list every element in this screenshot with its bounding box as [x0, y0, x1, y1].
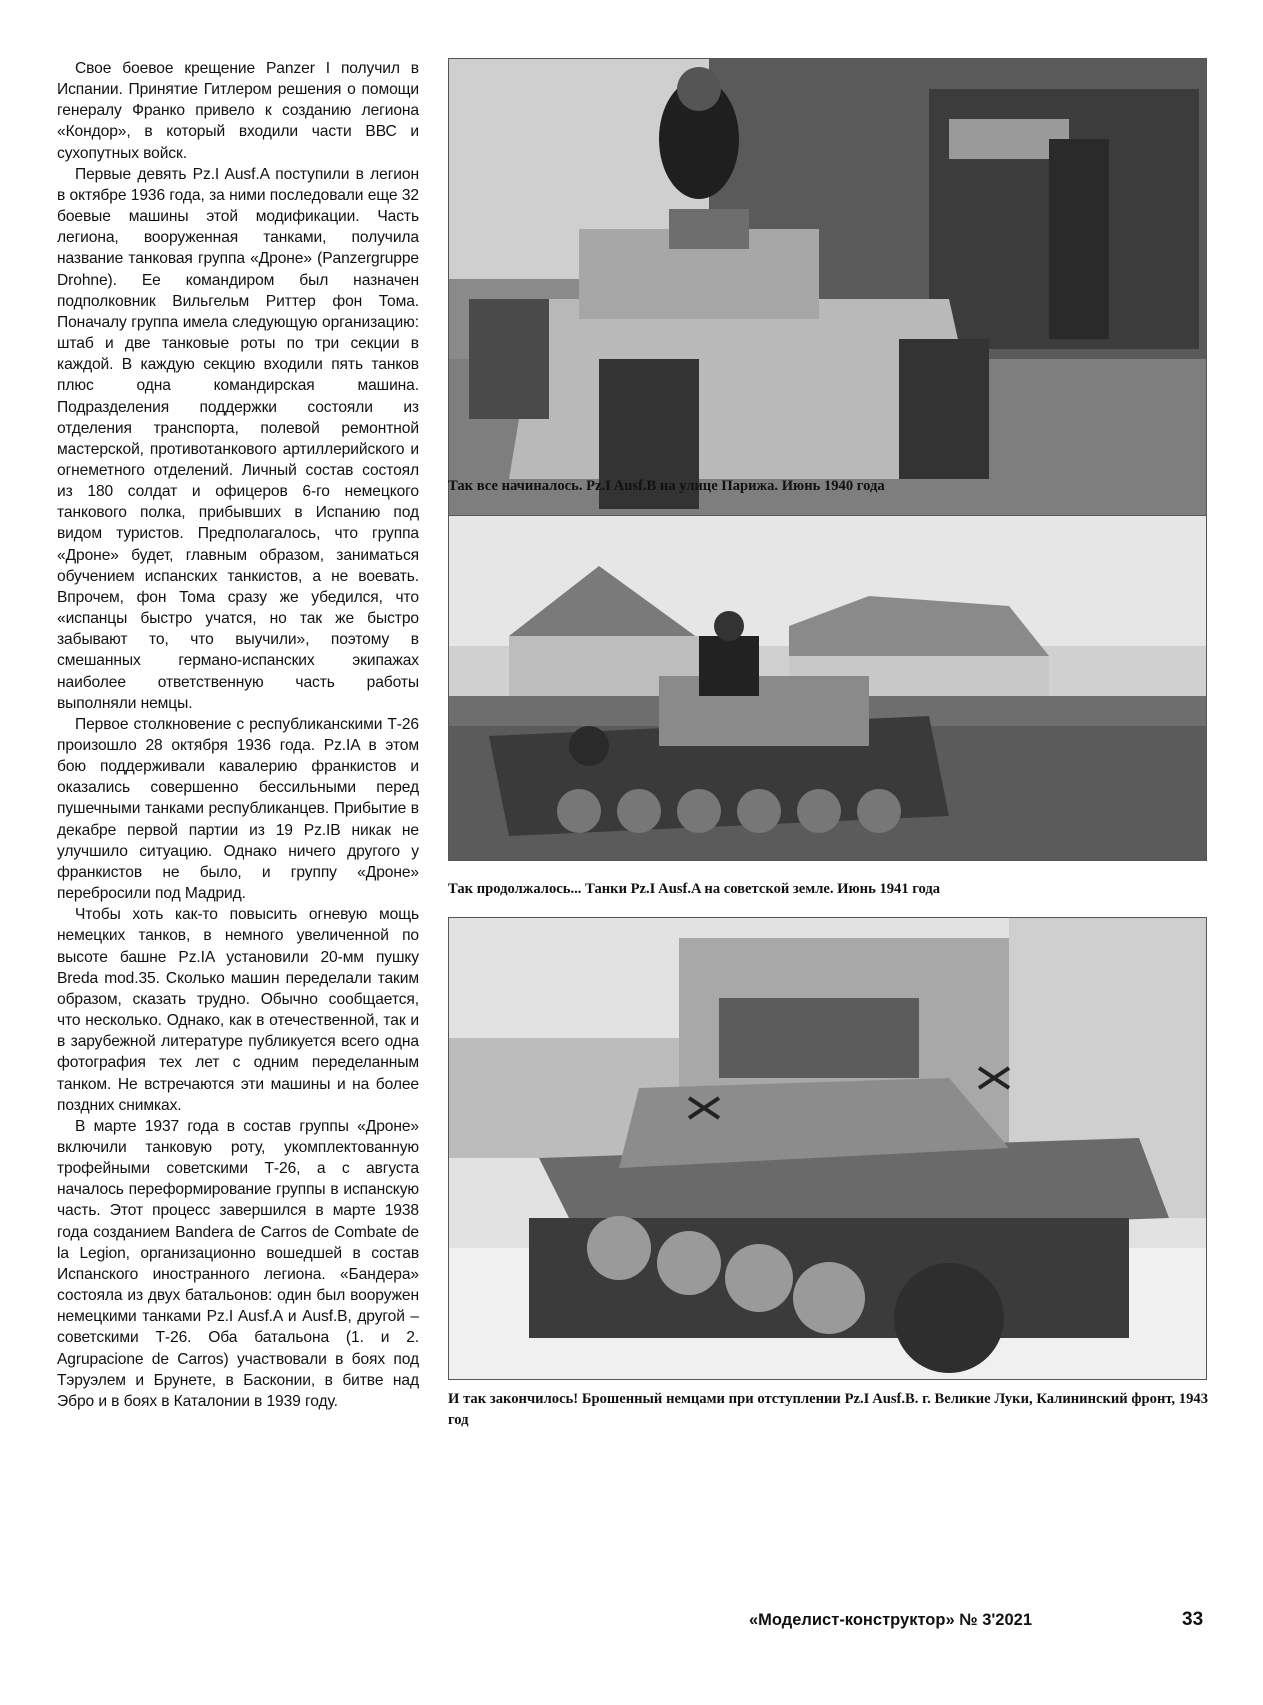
photo-tank-soviet-village	[448, 515, 1207, 861]
article-text-column	[57, 58, 419, 1412]
paragraph: В марте 1937 года в состав группы «Дроне» включили танковую роту, укомплектованную трофейными советскими Т-26, а с августа началось переформирование группы в испанскую часть. Этот процесс завершился в марте 1938 года созданием Bandera de Carros de Combate de la Legion, организационно вошедшей в состав Испанского иностранного легиона. «Бандера» состояла из двух батальонов: один был вооружен немецкими танками Pz.I Ausf.A и Ausf.B, другой – советскими Т-26. Оба батальона (1. и 2. Agrupacione de Carros) участвовали в боях под Тэруэлем и Брунете, в Басконии, в битве над Эбро и в боях в Каталонии в 1939 году.	[57, 1117, 419, 1410]
paragraph: Первые девять Pz.I Ausf.A поступили в легион в октябре 1936 года, за ними последовали еще 32 боевые машины этой модификации. Часть легиона, вооруженная танками, получила название танковая группа «Дроне» (Panzergruppe Drohne). Ее командиром был назначен подполковник Вильгельм Риттер фон Тома. Поначалу группа имела следующую организацию: штаб и две танковые роты по три секции в каждой. В каждую секцию входили пять танков плюс одна командирская машина. Подразделения поддержки состояли из отделения транспорта, полевой ремонтной мастерской, противотанкового артиллерийского и огнеметного отделений. Личный состав состоял из 180 солдат и офицеров 6-го немецкого танкового полка, прибывших в Испанию под видом туристов. Предполагалось, что группа «Дроне» будет, главным образом, заниматься обучением испанских танкистов, а не воевать. Впрочем, фон Тома сразу же убедился, что «испанцы быстро учатся, но так же быстро забывают то, что выучили», поэтому в смешанных германо-испанских экипажах наиболее ответственную часть работы выполняли немцы.	[57, 165, 419, 712]
photo-tank-paris-street	[448, 58, 1207, 516]
page-number: 33	[1182, 1609, 1204, 1630]
photo-caption: Так все начиналось. Pz.I Ausf.B на улице Парижа. Июнь 1940 года	[448, 478, 885, 494]
paragraph: Первое столкновение с республиканскими Т-26 произошло 28 октября 1936 года. Pz.IA в этом бою поддерживали кавалерию франкистов и оказались совершенно бессильными перед пушечными танками республиканцев. Прибытие в декабре первой партии из 19 Pz.IB никак не улучшило ситуацию. Однако ничего другого у франкистов не было, и группу «Дроне» перебросили под Мадрид.	[57, 715, 419, 903]
photo-caption: Так продолжалось... Танки Pz.I Ausf.A на советской земле. Июнь 1941 года	[448, 881, 941, 897]
photo-caption: И так закончилось! Брошенный немцами при отступлении Pz.I Ausf.B. г. Великие Луки, Калининский фронт, 1943 год	[448, 1391, 1208, 1428]
photo-tank-velikiye-luki	[448, 917, 1207, 1380]
paragraph: Чтобы хоть как-то повысить огневую мощь немецких танков, в немного увеличенной по высоте башне Pz.IA установили 20-мм пушку Breda mod.35. Сколько машин переделали таким образом, сказать трудно. Обычно сообщается, что несколько. Однако, как в отечественной, так и в зарубежной литературе публикуется всего одна фотография тех лет с одним переделанным танком. Не встречаются эти машины и на более поздних снимках.	[57, 906, 419, 1114]
paragraph: Свое боевое крещение Panzer I получил в Испании. Принятие Гитлером решения о помощи генералу Франко привело к созданию легиона «Кондор», в который входили части ВВС и сухопутных войск.	[57, 60, 419, 162]
magazine-footer-title: «Моделист-конструктор» № 3'2021	[749, 1611, 1033, 1629]
